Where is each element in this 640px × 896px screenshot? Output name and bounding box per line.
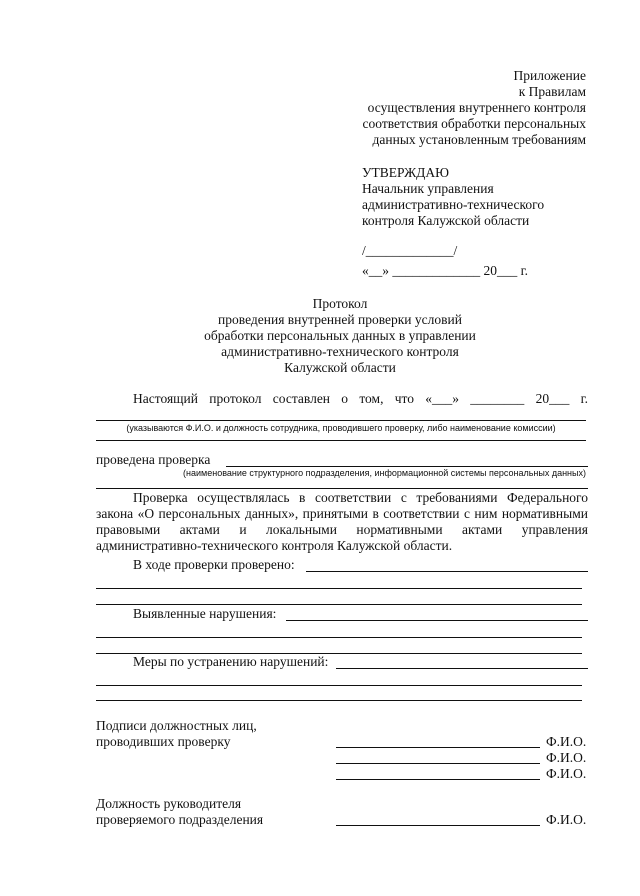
fio-label: Ф.И.О.	[546, 750, 587, 765]
paragraph-line: административно-технического контроля Калужской области.	[96, 538, 453, 553]
compiled-blank-line-2	[96, 440, 586, 441]
head-label	[96, 796, 263, 828]
compiled-caption: (указываются Ф.И.О. и должность сотрудника, проводившего проверку, либо наименование комиссии)	[126, 423, 556, 433]
violations-line[interactable]	[96, 637, 582, 638]
paragraph-line: закона «О персональных данных», принятыми в соответствии с ним нормативными	[96, 506, 588, 521]
approval-signature: /_____________/	[362, 243, 458, 258]
appendix-block	[286, 68, 586, 148]
measures-line[interactable]	[96, 685, 582, 686]
violations-line[interactable]	[286, 620, 588, 621]
protocol-title-line: обработки персональных данных в управлении	[204, 328, 476, 343]
measures-line[interactable]	[96, 700, 582, 701]
signature-line[interactable]	[336, 763, 540, 764]
head-fio-label: Ф.И.О.	[546, 812, 587, 827]
protocol-title-line: Калужской области	[284, 360, 396, 375]
legal-paragraph	[96, 490, 588, 554]
checked-line[interactable]	[306, 571, 588, 572]
approval-line: Начальник управления	[362, 181, 494, 196]
checked-label: В ходе проверки проверено:	[133, 557, 295, 572]
fio-label: Ф.И.О.	[546, 734, 587, 749]
protocol-title-line: административно-технического контроля	[221, 344, 459, 359]
violations-label: Выявленные нарушения:	[133, 606, 277, 621]
officials-label	[96, 718, 257, 750]
protocol-title-line: проведения внутренней проверки условий	[218, 312, 462, 327]
approval-title: УТВЕРЖДАЮ	[362, 165, 450, 180]
approval-date: «__» _____________ 20___ г.	[362, 263, 529, 278]
compiled-blank-line	[96, 420, 586, 421]
conducted-blank-line	[226, 466, 588, 467]
appendix-line: к Правилам	[518, 84, 586, 99]
checked-line[interactable]	[96, 588, 582, 589]
protocol-title-line: Протокол	[312, 296, 368, 311]
protocol-title	[140, 296, 540, 376]
head-signature-line[interactable]	[336, 825, 540, 826]
approval-block	[362, 165, 602, 229]
conducted-label: проведена проверка	[96, 452, 211, 467]
head-label-line: проверяемого подразделения	[96, 812, 264, 827]
appendix-line: соответствия обработки персональных	[362, 116, 586, 131]
head-label-line: Должность руководителя	[96, 796, 242, 811]
officials-label-line: проводивших проверку	[96, 734, 231, 749]
measures-label: Меры по устранению нарушений:	[133, 654, 329, 669]
conducted-caption: (наименование структурного подразделения, информационной системы персональных данных)	[183, 468, 586, 478]
paragraph-line: Проверка осуществлялась в соответствии с требованиями Федерального	[133, 490, 588, 505]
conducted-blank-line-2	[96, 488, 588, 489]
approval-line: контроля Калужской области	[362, 213, 530, 228]
appendix-line: осуществления внутреннего контроля	[367, 100, 586, 115]
compiled-text: Настоящий протокол составлен о том, что «___» ________ 20___ г.	[133, 391, 588, 406]
appendix-line: Приложение	[513, 68, 586, 83]
officials-label-line: Подписи должностных лиц,	[96, 718, 257, 733]
checked-line[interactable]	[96, 604, 582, 605]
fio-label: Ф.И.О.	[546, 766, 587, 781]
signature-line[interactable]	[336, 779, 540, 780]
appendix-line: данных установленным требованиям	[372, 132, 586, 147]
measures-line[interactable]	[336, 668, 588, 669]
signature-line[interactable]	[336, 747, 540, 748]
approval-line: административно-технического	[362, 197, 545, 212]
paragraph-line: правовыми актами и локальными нормативными актами управления	[96, 522, 588, 537]
